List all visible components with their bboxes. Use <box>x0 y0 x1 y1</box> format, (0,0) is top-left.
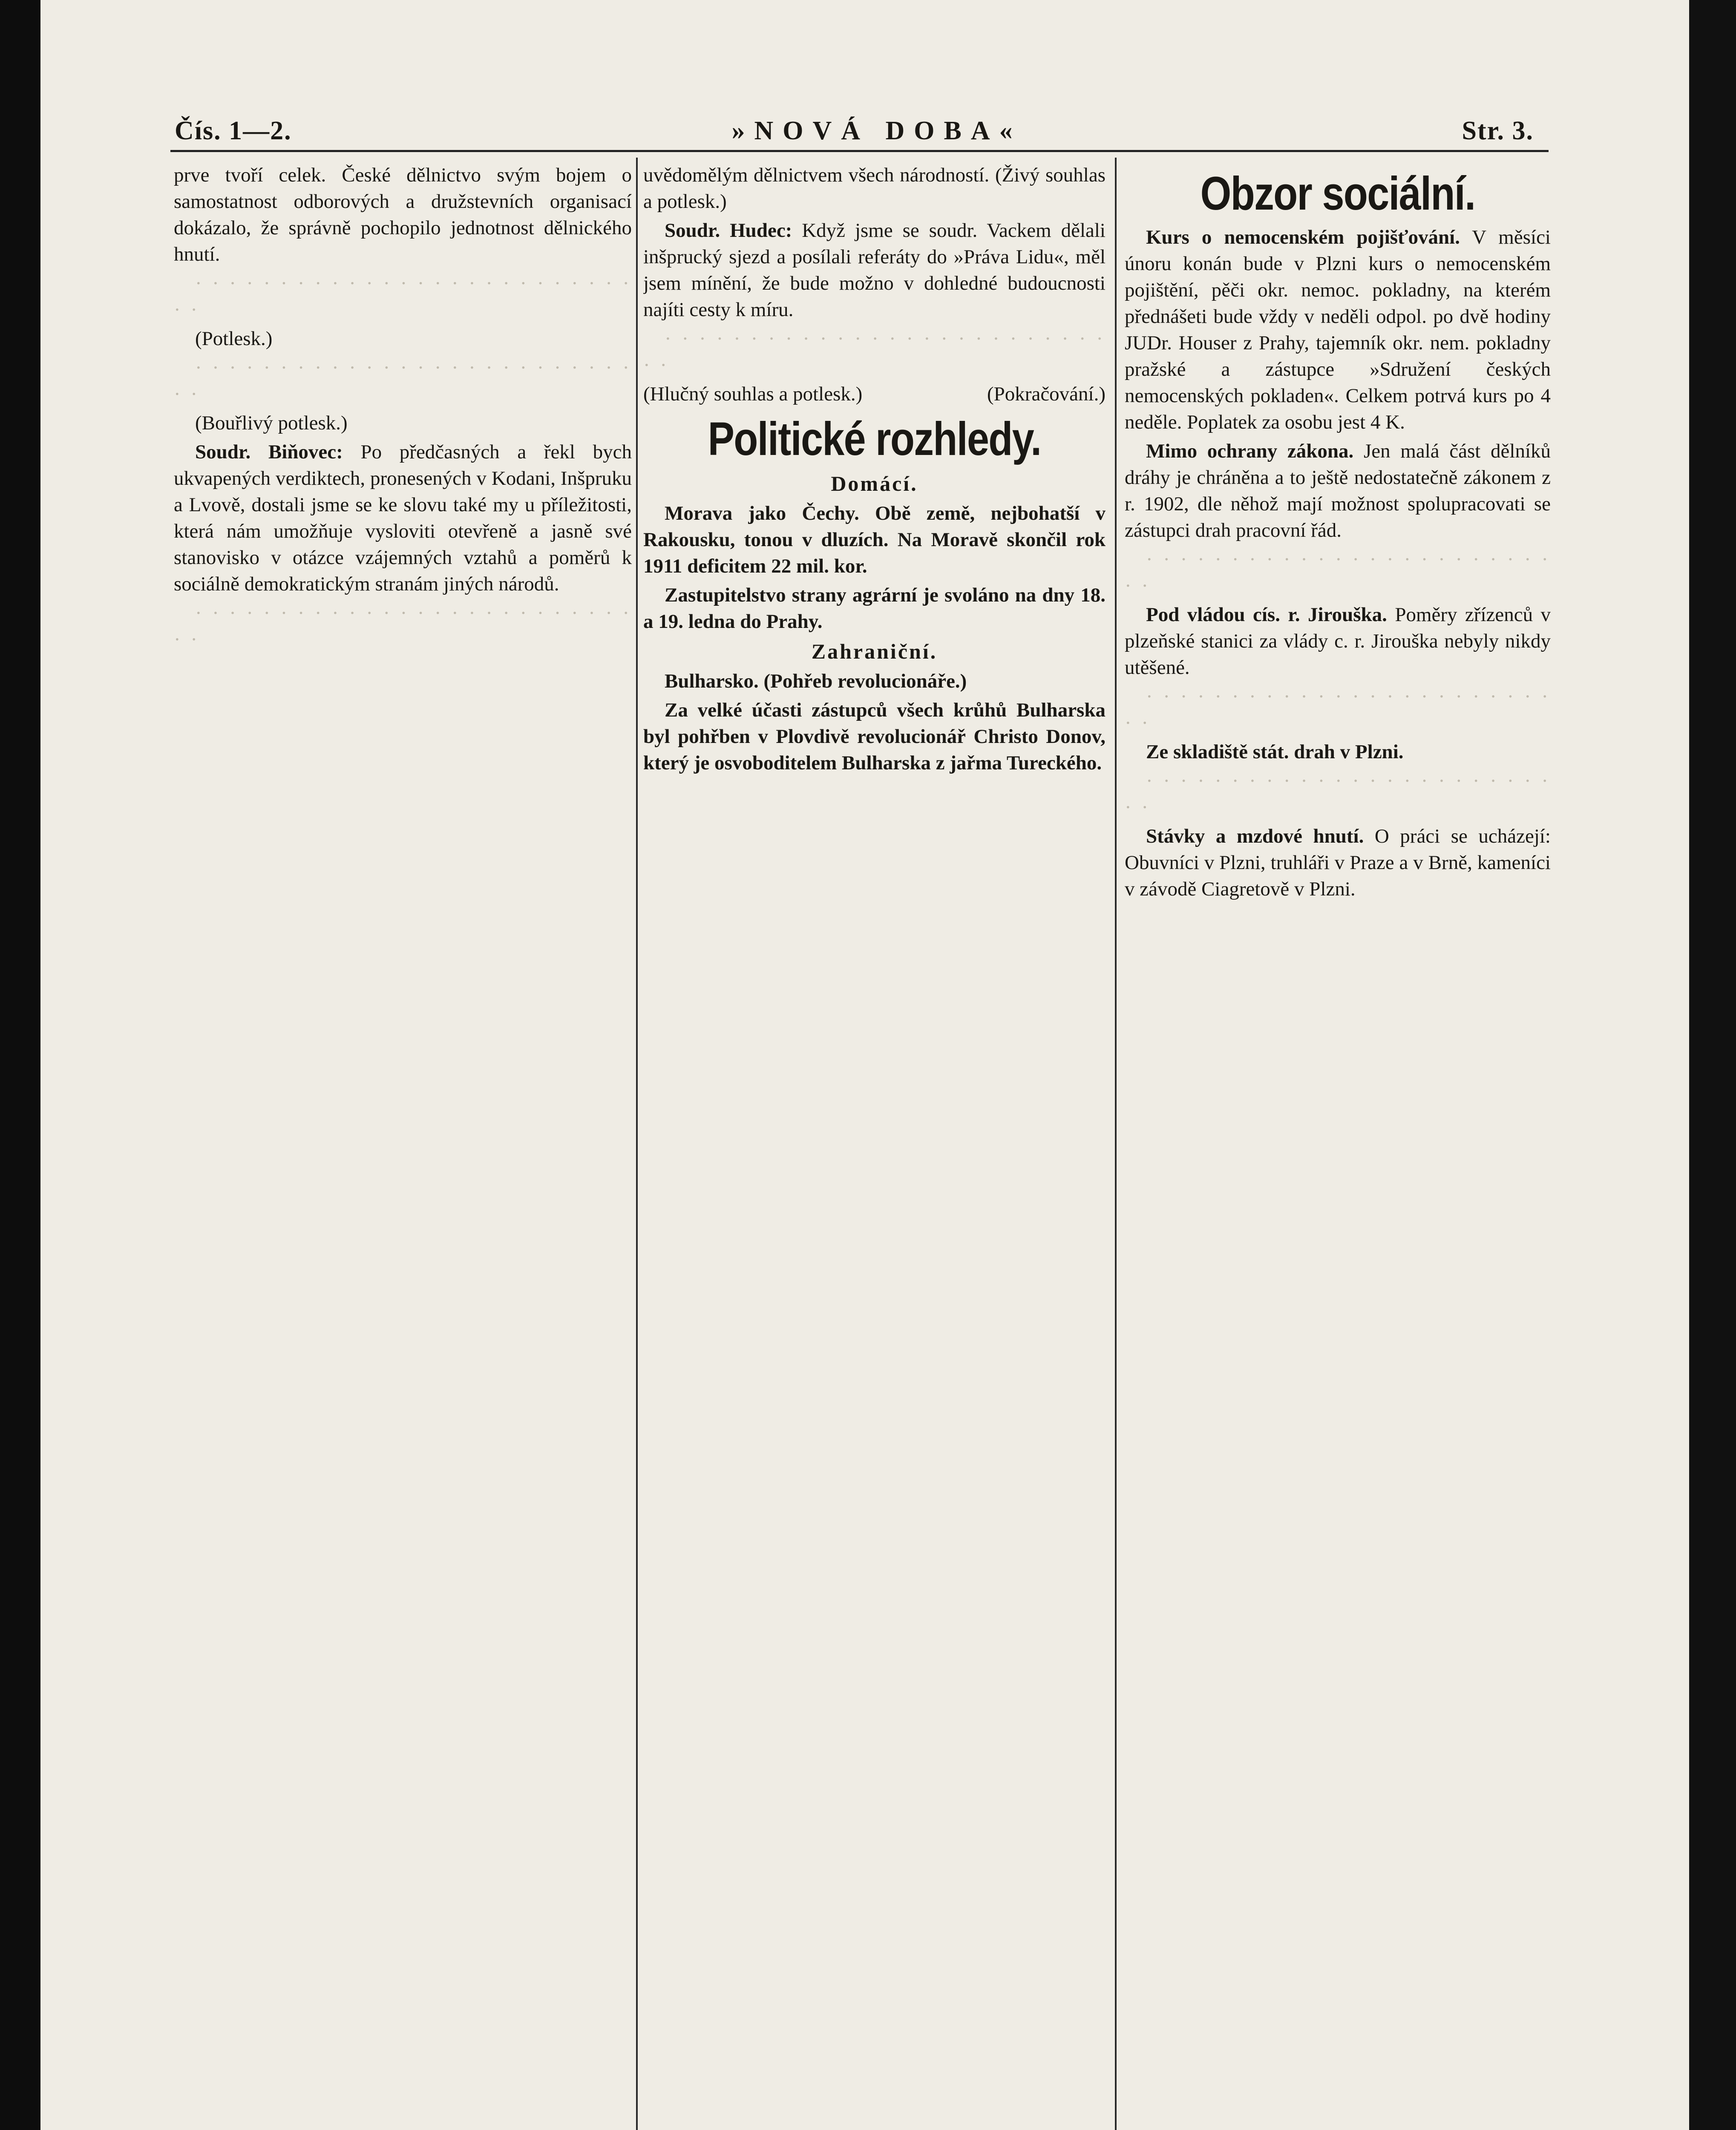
speaker-name: Soudr. Hudec: <box>665 219 792 242</box>
closing-remark: (Hlučný souhlas a potlesk.) <box>643 383 863 405</box>
news-lead: Bulharsko. (Pohřeb revolucionáře.) <box>665 670 967 692</box>
news-item <box>643 500 1106 579</box>
article-paragraph: (Potlesk.) <box>195 328 273 350</box>
scan-border-right <box>1689 0 1736 2130</box>
column-divider <box>1115 158 1117 2130</box>
speech-text: Když jsme se soudr. Vackem dělali inšprucký sjezd a posílali referáty do »Práva Lidu«, měl jsem mínění, že bude možno v dohledné budoucnosti najíti cesty k míru. <box>643 219 1106 321</box>
news-lead: Mimo ochrany zákona. <box>1146 440 1354 462</box>
speech-text: Po předčasných a řekl bych ukvapených verdiktech, pronesených v Kodani, Inšpruku a Lvově, dostali jsme se ke slovu také my u příležitosti, která nám umožňuje vysloviti otevřeně a jasně své stanovisko v otázce vzájemných vztahů a poměrů k sociálně demokratickým stranám jiných národů. <box>174 441 632 595</box>
unreadable-text-placeholder: · · · · · · · · · · · · · · · · · · · · · · · · · · · · <box>174 272 632 321</box>
article-paragraph: (Bouřlivý potlesk.) <box>195 412 348 434</box>
unreadable-text-placeholder: · · · · · · · · · · · · · · · · · · · · · · · · · · <box>1125 685 1551 734</box>
news-item <box>1125 224 1551 435</box>
speech-paragraph <box>174 439 632 597</box>
news-text: V měsíci únoru konán bude v Plzni kurs o nemocenském pojištění, pěči okr. nemoc. pokladny, na kterém přednášeti bude vždy v neděli odpol. po dvě hodiny JUDr. Houser z Prahy, tajemník okr. nem. pokladny pražské a zástupce »Sdružení českých nemocenských pokladen«. Celkem potrvá kurs po 4 neděle. Poplatek za osobu jest 4 K. <box>1125 226 1551 433</box>
news-item <box>1125 438 1551 544</box>
unreadable-text-placeholder: · · · · · · · · · · · · · · · · · · · · · · · · · · <box>1125 548 1551 597</box>
unreadable-text-placeholder: · · · · · · · · · · · · · · · · · · · · · · · · · · · · <box>174 602 632 651</box>
news-lead: Kurs o nemocenském pojišťování. <box>1146 226 1460 248</box>
speaker-name: Soudr. Biňovec: <box>195 441 343 463</box>
article-closing <box>643 381 1106 407</box>
unreadable-text-placeholder: · · · · · · · · · · · · · · · · · · · · · · · · · · · · <box>174 357 632 405</box>
section-heading: Politické rozhledy. <box>708 413 1041 465</box>
scan-border-left <box>0 0 40 2130</box>
column-1 <box>174 162 632 2130</box>
header-rule <box>170 150 1549 152</box>
news-lead: Pod vládou cís. r. Jirouška. <box>1146 604 1387 626</box>
news-item: Zastupitelstvo strany agrární je svoláno na dny 18. a 19. ledna do Prahy. <box>643 584 1106 633</box>
news-text: Za velké účasti zástupců všech krůhů Bulharska byl pohřben v Plovdivě revolucionář Christo Donov, který je osvoboditelem Bulharska z jařma Tureckého. <box>643 699 1106 774</box>
news-text: Poměry zřízenců v plzeňské stanici za vlády c. r. Jirouška nebyly nikdy utěšené. <box>1125 604 1551 679</box>
news-text: Obě země, nejbohatší v Rakousku, tonou v dluzích. Na Moravě skončil rok 1911 deficitem 22 mil. kor. <box>643 502 1106 577</box>
unreadable-text-placeholder: · · · · · · · · · · · · · · · · · · · · · · · · · · · · <box>643 328 1106 376</box>
continuation-note: (Pokračování.) <box>987 383 1106 405</box>
section-heading: Obzor sociální. <box>1200 167 1475 220</box>
subsection-heading: Domácí. <box>831 472 918 495</box>
unreadable-text-placeholder: · · · · · · · · · · · · · · · · · · · · · · · · · · <box>1125 770 1551 818</box>
page-header <box>175 112 1534 150</box>
column-divider <box>636 158 638 2130</box>
news-lead: Ze skladiště stát. drah v Plzni. <box>1146 741 1404 763</box>
column-2 <box>643 162 1106 2130</box>
article-paragraph: uvědomělým dělnictvem všech národností. (Živý souhlas a potlesk.) <box>643 164 1106 213</box>
news-lead: Stávky a mzdové hnutí. <box>1146 825 1364 847</box>
issue-number: Čís. 1—2. <box>175 116 292 145</box>
news-item <box>1125 823 1551 902</box>
article-paragraph: prve tvoří celek. České dělnictvo svým bojem o samostatnost odborových a družstevních organisací dokázalo, že správně pochopilo jednotnost dělnického hnutí. <box>174 164 632 265</box>
page-number: Str. 3. <box>1462 116 1534 145</box>
news-text: Jen malá část dělníků dráhy je chráněna a to ještě nedostatečně zákonem z r. 1902, dle něhož mají možnost spolupracovati se zástupci drah pracovní řád. <box>1125 440 1551 541</box>
news-lead: Morava jako Čechy. <box>665 502 859 524</box>
news-item <box>1125 602 1551 681</box>
subsection-heading: Zahraniční. <box>811 639 938 663</box>
speech-paragraph <box>643 217 1106 323</box>
newspaper-title: »NOVÁ DOBA« <box>731 116 1022 145</box>
news-text: O práci se ucházejí: Obuvníci v Plzni, truhláři v Praze a v Brně, kameníci v závodě Ciagretově v Plzni. <box>1125 825 1551 900</box>
column-3 <box>1125 162 1551 2130</box>
